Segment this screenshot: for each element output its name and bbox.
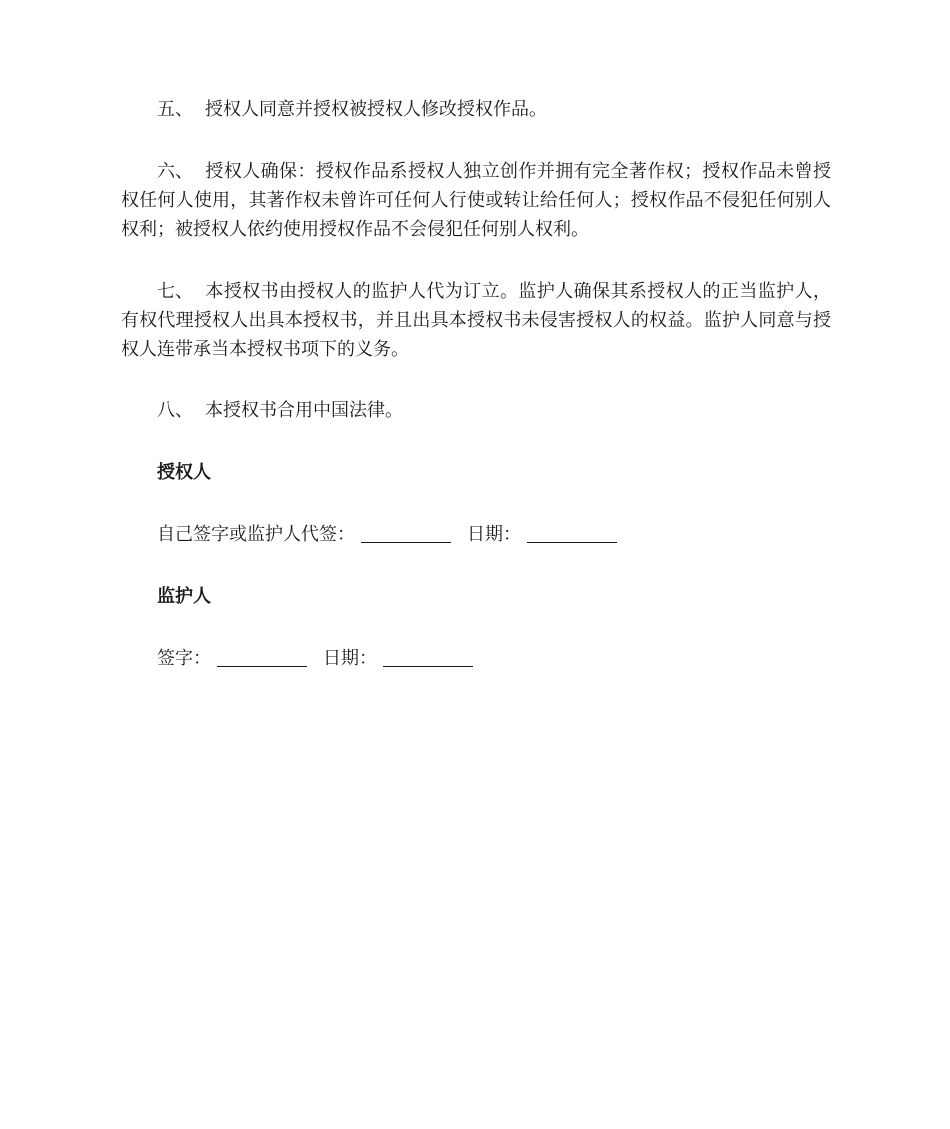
clause-text: 本授权书合用中国法律。 [205, 400, 403, 421]
clause-text: 授权人同意并授权被授权人修改授权作品。 [205, 99, 547, 120]
clause-number: 八、 [157, 400, 193, 421]
clause-8 [121, 396, 831, 425]
grantor-sign-label: 自己签字或监护人代签： [157, 524, 355, 545]
guardian-heading: 监护人 [157, 586, 211, 607]
clause-7 [121, 277, 831, 364]
grantor-date-blank[interactable] [527, 524, 617, 543]
guardian-signature-line [157, 644, 489, 673]
clause-5 [121, 95, 831, 124]
clause-6 [121, 157, 831, 244]
guardian-signature-blank[interactable] [217, 648, 307, 667]
clause-number: 六、 [157, 161, 193, 182]
grantor-signature-blank[interactable] [361, 524, 451, 543]
grantor-date-label: 日期： [467, 524, 521, 545]
grantor-heading: 授权人 [157, 462, 211, 483]
grantor-signature-line [157, 520, 633, 549]
clause-text: 本授权书由授权人的监护人代为订立。监护人确保其系授权人的正当监护人，有权代理授权人出具本授权书，并且出具本授权书未侵害授权人的权益。监护人同意与授权人连带承当本授权书项下的义务。 [121, 281, 831, 360]
clause-number: 五、 [157, 99, 193, 120]
guardian-sign-label: 签字： [157, 648, 211, 669]
clause-text: 授权人确保：授权作品系授权人独立创作并拥有完全著作权；授权作品未曾授权任何人使用，其著作权未曾许可任何人行使或转让给任何人；授权作品不侵犯任何别人权利；被授权人依约使用授权作品不会侵犯任何别人权利。 [121, 161, 831, 240]
guardian-date-label: 日期： [323, 648, 377, 669]
guardian-date-blank[interactable] [383, 648, 473, 667]
clause-number: 七、 [157, 281, 193, 302]
